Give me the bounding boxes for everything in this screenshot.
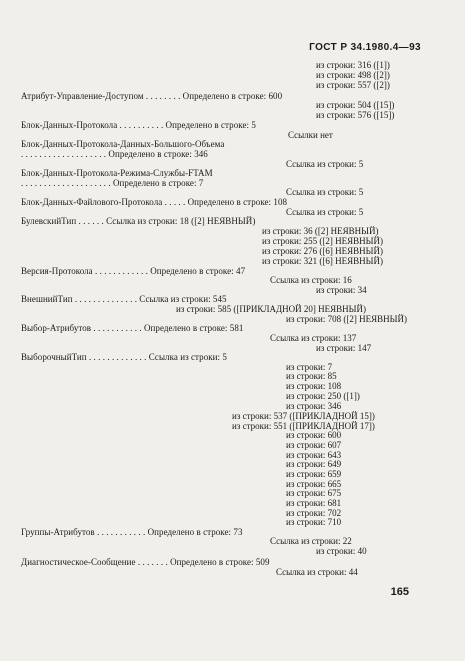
- index-reference: из строки: 36 ([2] НЕЯВНЫЙ): [262, 226, 379, 236]
- index-reference: из строки: 276 ([6] НЕЯВНЫЙ): [262, 246, 383, 256]
- index-entry: Блок-Данных-Протокола-Режима-Службы-FTAM: [21, 168, 213, 178]
- index-reference: из строки: 346: [286, 401, 342, 411]
- index-reference: из строки: 585 ([ПРИКЛАДНОЙ 20] НЕЯВНЫЙ): [176, 304, 366, 314]
- index-reference: из строки: 600: [286, 430, 342, 440]
- index-reference: Ссылка из строки: 137: [270, 333, 357, 343]
- index-reference: из строки: 649: [286, 459, 342, 469]
- index-entry: Выбор-Атрибутов . . . . . . . . . . . Определено в строке: 581: [21, 323, 244, 333]
- index-reference: из строки: 504 ([15]): [316, 100, 395, 110]
- index-reference: Ссылка из строки: 5: [286, 187, 364, 197]
- index-reference: из строки: 557 ([2]): [316, 80, 390, 90]
- index-reference: из строки: 40: [316, 546, 367, 556]
- index-reference: из строки: 708 ([2] НЕЯВНЫЙ): [286, 314, 407, 324]
- index-reference: из строки: 498 ([2]): [316, 70, 390, 80]
- index-reference: из строки: 551 ([ПРИКЛАДНОЙ 17]): [232, 421, 375, 431]
- index-reference: из строки: 702: [286, 508, 342, 518]
- index-reference: Ссылка из строки: 16: [270, 275, 352, 285]
- index-reference: Ссылка из строки: 22: [270, 536, 352, 546]
- page-header: ГОСТ Р 34.1980.4—93: [309, 42, 421, 53]
- index-reference: из строки: 255 ([2] НЕЯВНЫЙ): [262, 236, 383, 246]
- index-reference: из строки: 643: [286, 450, 342, 460]
- index-entry: ВыборочныйТип . . . . . . . . . . . . . Ссылка из строки: 5: [21, 352, 227, 362]
- index-entry: Блок-Данных-Файлового-Протокола . . . . . Определено в строке: 108: [21, 197, 288, 207]
- index-reference: из строки: 34: [316, 285, 367, 295]
- index-reference: из строки: 607: [286, 440, 342, 450]
- index-reference: из строки: 659: [286, 469, 342, 479]
- index-reference: из строки: 108: [286, 381, 342, 391]
- index-reference: Ссылка из строки: 44: [276, 567, 358, 577]
- index-reference: из строки: 576 ([15]): [316, 110, 395, 120]
- index-entry: БулевскийТип . . . . . . Ссылка из строки: 18 ([2] НЕЯВНЫЙ): [21, 216, 256, 226]
- index-reference: из строки: 537 ([ПРИКЛАДНОЙ 15]): [232, 411, 375, 421]
- index-entry: Версия-Протокола . . . . . . . . . . . . Определено в строке: 47: [21, 266, 246, 276]
- index-reference: из строки: 321 ([6] НЕЯВНЫЙ): [262, 256, 383, 266]
- page-number: 165: [390, 586, 409, 598]
- index-reference: из строки: 681: [286, 498, 342, 508]
- index-reference: Ссылки нет: [288, 130, 333, 140]
- index-entry: Блок-Данных-Протокола . . . . . . . . . . Определено в строке: 5: [21, 120, 256, 130]
- index-reference: из строки: 7: [286, 362, 333, 372]
- index-entry: . . . . . . . . . . . . . . . . . . . Определено в строке: 346: [21, 149, 208, 159]
- index-reference: Ссылка из строки: 5: [286, 207, 364, 217]
- index-entry: ВнешнийТип . . . . . . . . . . . . . . Ссылка из строки: 545: [21, 294, 227, 304]
- index-reference: из строки: 147: [316, 343, 372, 353]
- index-entry: Блок-Данных-Протокола-Данных-Большого-Объема: [21, 139, 225, 149]
- index-entry: Атрибут-Управление-Доступом . . . . . . . . Определено в строке: 600: [21, 91, 283, 101]
- index-reference: из строки: 710: [286, 517, 342, 527]
- index-entry: . . . . . . . . . . . . . . . . . . . . Определено в строке: 7: [21, 178, 204, 188]
- index-reference: из строки: 250 ([1]): [286, 391, 360, 401]
- index-entry: Группы-Атрибутов . . . . . . . . . . . Определено в строке: 73: [21, 527, 243, 537]
- index-reference: из строки: 675: [286, 488, 342, 498]
- index-entry: Диагностическое-Сообщение . . . . . . . Определено в строке: 509: [21, 557, 270, 567]
- index-reference: Ссылка из строки: 5: [286, 159, 364, 169]
- index-reference: из строки: 316 ([1]): [316, 60, 390, 70]
- index-reference: из строки: 85: [286, 371, 337, 381]
- index-reference: из строки: 665: [286, 479, 342, 489]
